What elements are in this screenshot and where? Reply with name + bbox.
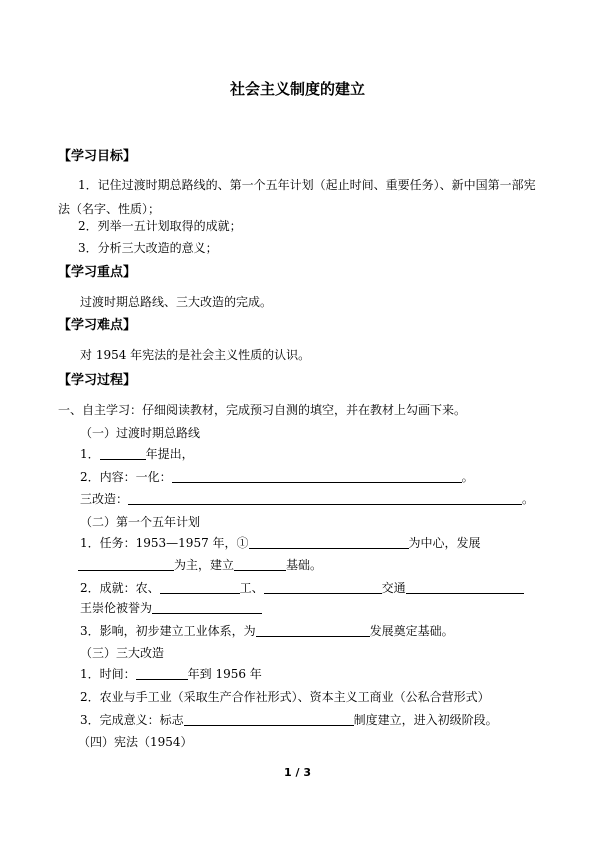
part2-line-1-suffix: 为中心，发展 [408,536,481,550]
part1-line-1-suffix: 年提出， [145,447,194,461]
part2-line-3-suffix: 交通 [381,581,406,595]
part2-line-4-prefix: 王崇伦被誉为 [80,601,153,615]
part2-line-2-suffix: 基础。 [286,558,323,572]
difficulties-text: 对 1954 年宪法的是社会主义性质的认识。 [80,348,311,362]
part2-title: （二）第一个五年计划 [80,515,201,529]
part2-line-1 [80,535,481,551]
fill-blank[interactable] [234,557,286,571]
part2-line-5-prefix: 3．影响，初步建立工业体系，为 [80,624,256,638]
part1-line-2 [80,469,474,485]
fill-blank[interactable] [160,580,240,594]
part3-line-3 [80,712,498,728]
goal-line-1-cont: 法（名字、性质）； [58,202,161,216]
fill-blank[interactable] [128,491,522,505]
part1-title: （一）过渡时期总路线 [80,426,201,440]
section-heading-process: 【学习过程】 [58,373,137,388]
fill-blank[interactable] [249,535,409,549]
fill-blank[interactable] [406,580,524,594]
part4-title: （四）宪法（1954） [78,735,193,749]
goal-line-3: 3．分析三大改造的意义； [78,241,218,255]
part1-line-1 [80,446,194,462]
part1-line-3-prefix: 三改造： [80,492,129,506]
part2-line-5-suffix: 发展奠定基础。 [369,624,454,638]
part2-line-3-middle: 工、 [239,581,264,595]
part1-line-1-prefix: 1． [80,447,100,461]
fill-blank[interactable] [172,469,462,483]
part2-line-3 [80,580,524,596]
fill-blank[interactable] [100,446,146,460]
process-intro: 一、自主学习：仔细阅读教材，完成预习自测的填空，并在教材上勾画下来。 [58,403,467,417]
part2-line-2-middle: 为主，建立 [174,558,235,572]
part3-line-2: 2．农业与手工业（采取生产合作社形式）、资本主义工商业（公私合营形式） [80,690,490,704]
part3-line-1-prefix: 1．时间： [80,667,136,681]
fill-blank[interactable] [152,600,262,614]
part1-line-2-suffix: 。 [461,470,474,484]
fill-blank[interactable] [256,623,370,637]
part2-line-1-prefix: 1．任务：1953—1957 年，① [80,536,249,550]
part2-line-2 [78,557,322,573]
part3-line-1 [80,666,262,682]
section-heading-goals: 【学习目标】 [58,149,137,164]
page-title: 社会主义制度的建立 [229,80,365,98]
page-number: 1 / 3 [284,766,311,779]
part2-line-5 [80,623,454,639]
goal-line-2: 2．列举一五计划取得的成就； [78,219,242,233]
part2-line-4 [80,600,262,616]
part3-line-1-suffix: 年到 1956 年 [187,667,262,681]
fill-blank[interactable] [78,557,174,571]
part1-line-3-suffix: 。 [522,492,535,506]
part3-title: （三）三大改造 [80,646,165,660]
part1-line-3 [80,491,534,507]
key-points-text: 过渡时期总路线、三大改造的完成。 [80,295,273,309]
section-heading-key-points: 【学习重点】 [58,265,137,280]
fill-blank[interactable] [184,712,354,726]
part3-line-3-suffix: 制度建立，进入初级阶段。 [353,713,498,727]
fill-blank[interactable] [136,666,188,680]
goal-line-1: 1．记住过渡时期总路线的、第一个五年计划（起止时间、重要任务）、新中国第一部宪 [78,178,536,192]
section-heading-difficulties: 【学习难点】 [58,318,137,333]
part1-line-2-prefix: 2．内容：一化： [80,470,172,484]
part3-line-3-prefix: 3．完成意义：标志 [80,713,184,727]
fill-blank[interactable] [264,580,382,594]
part2-line-3-prefix: 2．成就：农、 [80,581,160,595]
